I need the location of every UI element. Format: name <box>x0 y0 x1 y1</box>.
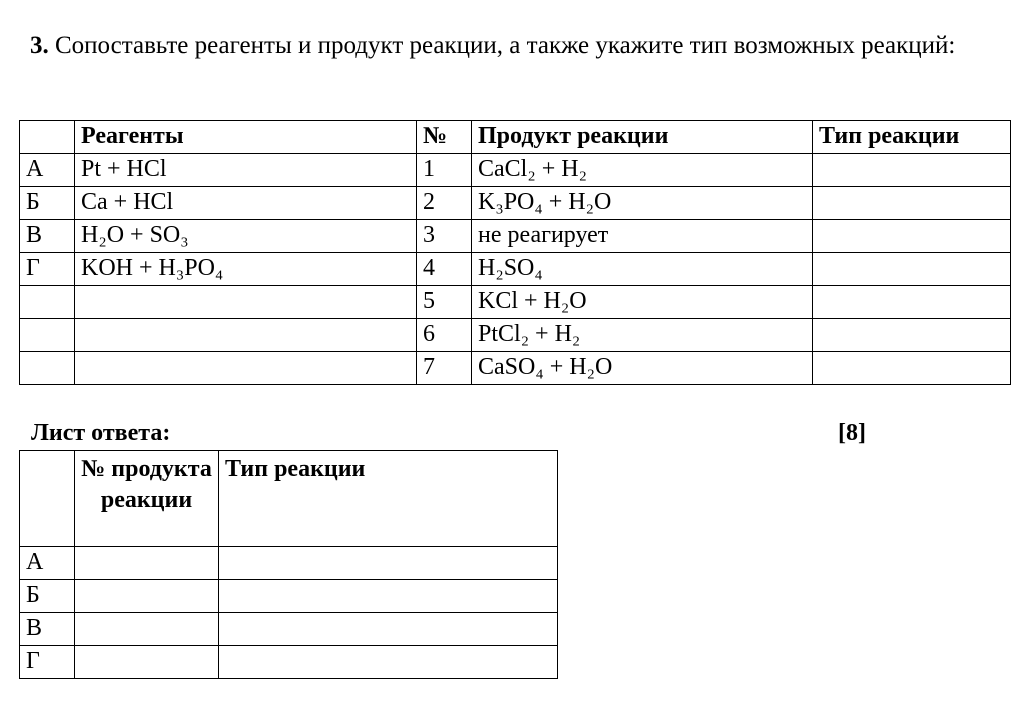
row-number: 5 <box>417 286 472 319</box>
answer-row-letter: В <box>20 613 75 646</box>
row-reagents <box>75 352 417 385</box>
reagents-products-table <box>19 120 1011 385</box>
answer-row <box>20 613 558 646</box>
answer-row-letter: А <box>20 547 75 580</box>
answer-product-number-cell[interactable] <box>75 580 219 613</box>
row-letter: В <box>20 220 75 253</box>
row-reagents <box>75 319 417 352</box>
answer-header-reaction-type: Тип реакции <box>219 451 558 547</box>
row-letter <box>20 286 75 319</box>
row-reagents: Ca + HCl <box>75 187 417 220</box>
row-reagents: Pt + HCl <box>75 154 417 187</box>
answer-reaction-type-cell[interactable] <box>219 547 558 580</box>
answer-header-letter <box>20 451 75 547</box>
row-letter <box>20 352 75 385</box>
row-reaction-type <box>813 319 1011 352</box>
answer-reaction-type-cell[interactable] <box>219 646 558 679</box>
row-number: 7 <box>417 352 472 385</box>
row-number: 6 <box>417 319 472 352</box>
row-product: H₂SO₄ <box>472 253 813 286</box>
table-row <box>20 286 1011 319</box>
table-row <box>20 253 1011 286</box>
answer-row <box>20 547 558 580</box>
row-number: 3 <box>417 220 472 253</box>
answer-product-number-cell[interactable] <box>75 646 219 679</box>
table-row <box>20 319 1011 352</box>
row-number: 2 <box>417 187 472 220</box>
points-badge: [8] <box>838 420 866 446</box>
row-number: 4 <box>417 253 472 286</box>
header-reagents: Реагенты <box>75 121 417 154</box>
row-product: K₃PO₄ + H₂O <box>472 187 813 220</box>
header-product: Продукт реакции <box>472 121 813 154</box>
answer-sheet-table <box>19 450 558 679</box>
row-reaction-type <box>813 154 1011 187</box>
row-product: CaSO₄ + H₂O <box>472 352 813 385</box>
row-reagents: H₂O + SO₃ <box>75 220 417 253</box>
row-product: KCl + H₂O <box>472 286 813 319</box>
row-number: 1 <box>417 154 472 187</box>
row-letter <box>20 319 75 352</box>
row-reaction-type <box>813 286 1011 319</box>
table-header-row <box>20 121 1011 154</box>
answer-sheet-title: Лист ответа: <box>31 420 171 446</box>
table-row <box>20 154 1011 187</box>
answer-product-number-cell[interactable] <box>75 613 219 646</box>
row-reaction-type <box>813 220 1011 253</box>
header-number: № <box>417 121 472 154</box>
answer-row-letter: Г <box>20 646 75 679</box>
question-text <box>30 26 1005 66</box>
answer-reaction-type-cell[interactable] <box>219 613 558 646</box>
question-number: 3. <box>30 32 49 59</box>
row-product: PtCl₂ + H₂ <box>472 319 813 352</box>
table-row <box>20 352 1011 385</box>
answer-row <box>20 580 558 613</box>
row-reaction-type <box>813 187 1011 220</box>
answer-product-number-cell[interactable] <box>75 547 219 580</box>
answer-row-letter: Б <box>20 580 75 613</box>
row-reaction-type <box>813 253 1011 286</box>
table-row <box>20 187 1011 220</box>
row-letter: Г <box>20 253 75 286</box>
row-reaction-type <box>813 352 1011 385</box>
question-body: Сопоставьте реагенты и продукт реакции, а также укажите тип возможных реакций: <box>48 32 956 59</box>
row-letter: Б <box>20 187 75 220</box>
row-product: CaCl₂ + H₂ <box>472 154 813 187</box>
header-letter <box>20 121 75 154</box>
row-product: не реагирует <box>472 220 813 253</box>
row-letter: А <box>20 154 75 187</box>
table-row <box>20 220 1011 253</box>
answer-row <box>20 646 558 679</box>
answer-reaction-type-cell[interactable] <box>219 580 558 613</box>
row-reagents: KOH + H₃PO₄ <box>75 253 417 286</box>
header-reaction-type: Тип реакции <box>813 121 1011 154</box>
answer-header-row <box>20 451 558 547</box>
row-reagents <box>75 286 417 319</box>
answer-header-product-number: № продукта реакции <box>75 451 219 547</box>
